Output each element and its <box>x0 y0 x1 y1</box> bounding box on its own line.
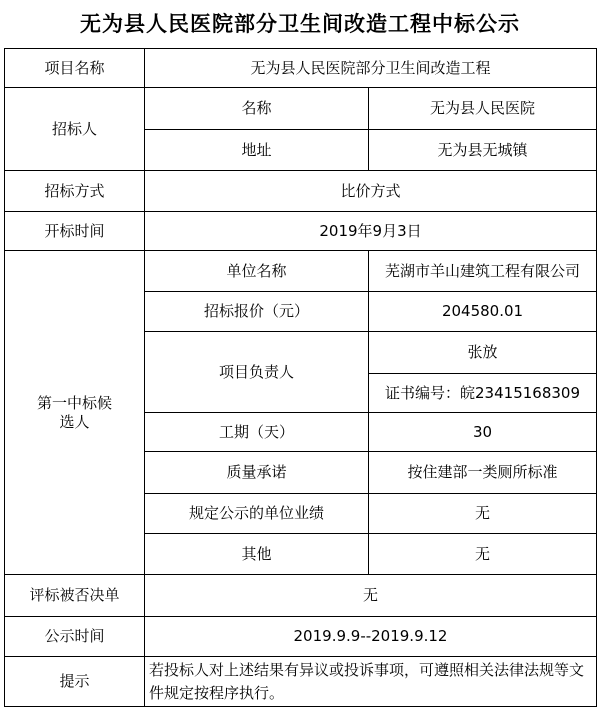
announcement-table <box>4 48 597 707</box>
tenderer-address-label: 地址 <box>145 130 369 171</box>
table-row <box>5 617 597 657</box>
candidate-label-text: 第一中标候选人 <box>36 393 112 431</box>
unit-name-label: 单位名称 <box>145 251 369 292</box>
veto-value: 无 <box>145 575 597 617</box>
manager-cert: 证书编号：皖23415168309 <box>369 374 597 413</box>
opening-time-label: 开标时间 <box>5 212 145 251</box>
notice-label: 提示 <box>5 657 145 707</box>
table-row <box>5 212 597 251</box>
table-row <box>5 49 597 88</box>
manager-name: 张放 <box>369 332 597 374</box>
period-value: 30 <box>369 413 597 452</box>
table-row <box>5 657 597 707</box>
table-row <box>5 575 597 617</box>
performance-label: 规定公示的单位业绩 <box>145 494 369 534</box>
notice-value: 若投标人对上述结果有异议或投诉事项，可遵照相关法律法规等文件规定按程序执行。 <box>145 657 597 707</box>
unit-name-value: 芜湖市羊山建筑工程有限公司 <box>369 251 597 292</box>
tenderer-address-value: 无为县无城镇 <box>369 130 597 171</box>
publicity-time-label: 公示时间 <box>5 617 145 657</box>
project-name-value: 无为县人民医院部分卫生间改造工程 <box>145 49 597 88</box>
other-label: 其他 <box>145 534 369 575</box>
performance-value: 无 <box>369 494 597 534</box>
project-name-label: 项目名称 <box>5 49 145 88</box>
tenderer-name-label: 名称 <box>145 88 369 130</box>
table-row <box>5 88 597 130</box>
quality-label: 质量承诺 <box>145 452 369 494</box>
page-title: 无为县人民医院部分卫生间改造工程中标公示 <box>80 12 520 36</box>
opening-time-value: 2019年9月3日 <box>145 212 597 251</box>
quality-value: 按住建部一类厕所标准 <box>369 452 597 494</box>
other-value: 无 <box>369 534 597 575</box>
price-label: 招标报价（元） <box>145 292 369 332</box>
method-value: 比价方式 <box>145 171 597 212</box>
candidate-label <box>5 251 145 575</box>
tenderer-name-value: 无为县人民医院 <box>369 88 597 130</box>
manager-label: 项目负责人 <box>145 332 369 413</box>
tenderer-label: 招标人 <box>5 88 145 171</box>
table-row <box>5 171 597 212</box>
method-label: 招标方式 <box>5 171 145 212</box>
period-label: 工期（天） <box>145 413 369 452</box>
publicity-time-value: 2019.9.9--2019.9.12 <box>145 617 597 657</box>
price-value: 204580.01 <box>369 292 597 332</box>
table-row <box>5 251 597 292</box>
veto-label: 评标被否决单 <box>5 575 145 617</box>
